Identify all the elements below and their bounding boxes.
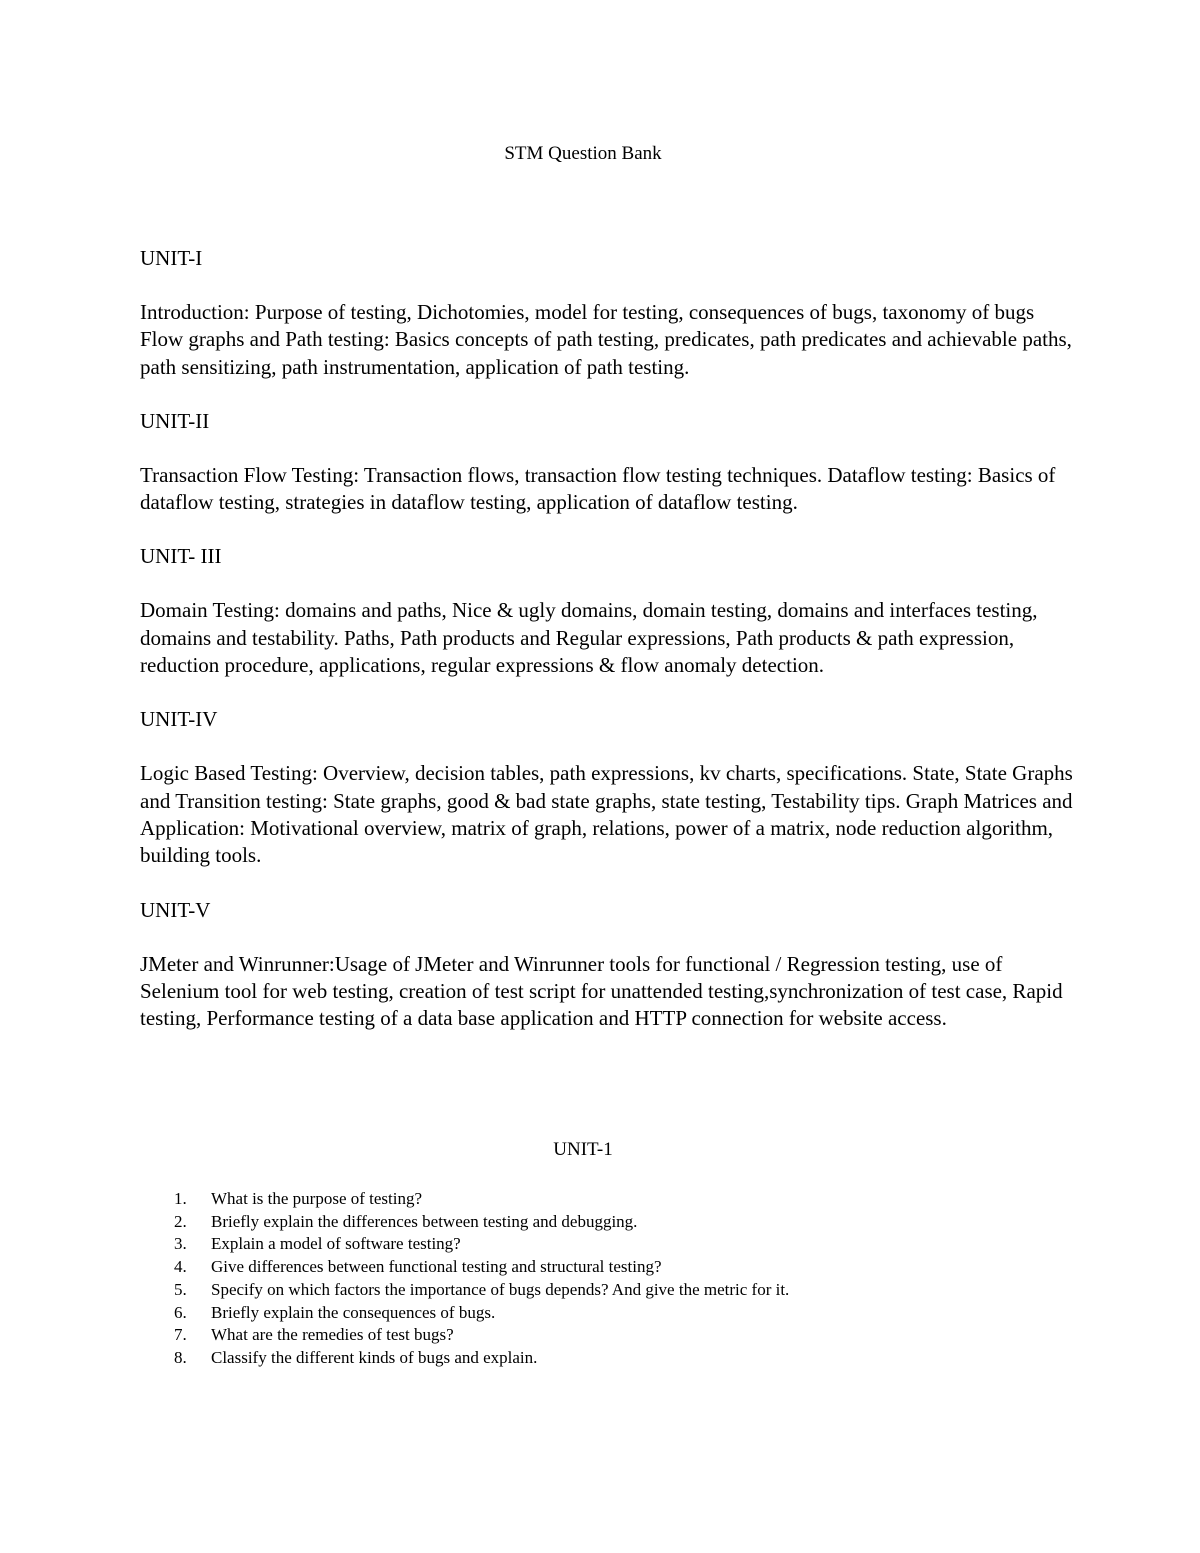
questions-heading: UNIT-1 <box>553 1139 613 1160</box>
question-text: What is the purpose of testing? <box>211 1189 423 1208</box>
question-text: Give differences between functional testing and structural testing? <box>211 1257 662 1277</box>
question-text: Classify the different kinds of bugs and explain. <box>211 1347 538 1367</box>
question-text: Briefly explain the differences between testing and debugging. <box>211 1211 638 1231</box>
question-number: 7. <box>174 1325 187 1345</box>
question-item <box>170 1188 1070 1211</box>
question-item <box>170 1279 1070 1302</box>
question-number: 6. <box>174 1302 187 1322</box>
unit-3-description: Domain Testing: domains and paths, Nice & ugly domains, domain testing, domains and interfaces testing, domains and testability. Paths, Path products and Regular expressions, Path products & path expression, reduction procedure, applications, regular expressions & flow anomaly detection. <box>140 598 1038 678</box>
unit-2-heading: UNIT-II <box>140 408 210 433</box>
unit-4-description: Logic Based Testing: Overview, decision tables, path expressions, kv charts, specifications. State, State Graphs and Transition testing: State graphs, good & bad state graphs, state testing, Testability tips. Graph Matrices and Application: Motivational overview, matrix of graph, relations, power of a matrix, node reduction algorithm, building tools. <box>140 761 1073 868</box>
unit-5-description: JMeter and Winrunner:Usage of JMeter and Winrunner tools for functional / Regression testing, use of Selenium tool for web testing, creation of test script for unattended testing,synchronization of test case, Rapid testing, Performance testing of a data base application and HTTP connection for website access. <box>140 951 1063 1031</box>
document-title: STM Question Bank <box>504 143 662 164</box>
question-item <box>170 1211 1070 1234</box>
unit-1-description: Introduction: Purpose of testing, Dichotomies, model for testing, consequences of bugs, taxonomy of bugs Flow graphs and Path testing: Basics concepts of path testing, predicates, path predicates and achievable paths, path sensitizing, path instrumentation, application of path testing. <box>140 300 1072 379</box>
question-text: Briefly explain the consequences of bugs. <box>211 1302 496 1322</box>
question-text: Explain a model of software testing? <box>211 1234 461 1254</box>
syllabus-section <box>140 245 1075 1032</box>
question-item <box>170 1256 1070 1279</box>
question-item <box>170 1324 1070 1347</box>
unit-4-heading: UNIT-IV <box>140 707 218 732</box>
unit-1-heading: UNIT-I <box>140 246 203 270</box>
question-number: 1. <box>174 1189 187 1208</box>
question-text: Specify on which factors the importance of bugs depends? And give the metric for it. <box>211 1279 790 1299</box>
question-number: 2. <box>174 1211 187 1231</box>
question-number: 4. <box>174 1257 187 1277</box>
unit-3-heading: UNIT- III <box>140 544 222 569</box>
question-number: 8. <box>174 1347 187 1367</box>
unit-5-heading: UNIT-V <box>140 897 211 922</box>
questions-list <box>170 1188 1070 1370</box>
question-text: What are the remedies of test bugs? <box>211 1325 454 1345</box>
question-number: 5. <box>174 1279 187 1299</box>
question-item <box>170 1302 1070 1325</box>
unit-2-description: Transaction Flow Testing: Transaction flows, transaction flow testing techniques. Dataflow testing: Basics of dataflow testing, strategies in dataflow testing, application of dataflow testing. <box>140 462 1056 515</box>
question-item <box>170 1233 1070 1256</box>
question-number: 3. <box>174 1234 187 1254</box>
question-item <box>170 1347 1070 1370</box>
